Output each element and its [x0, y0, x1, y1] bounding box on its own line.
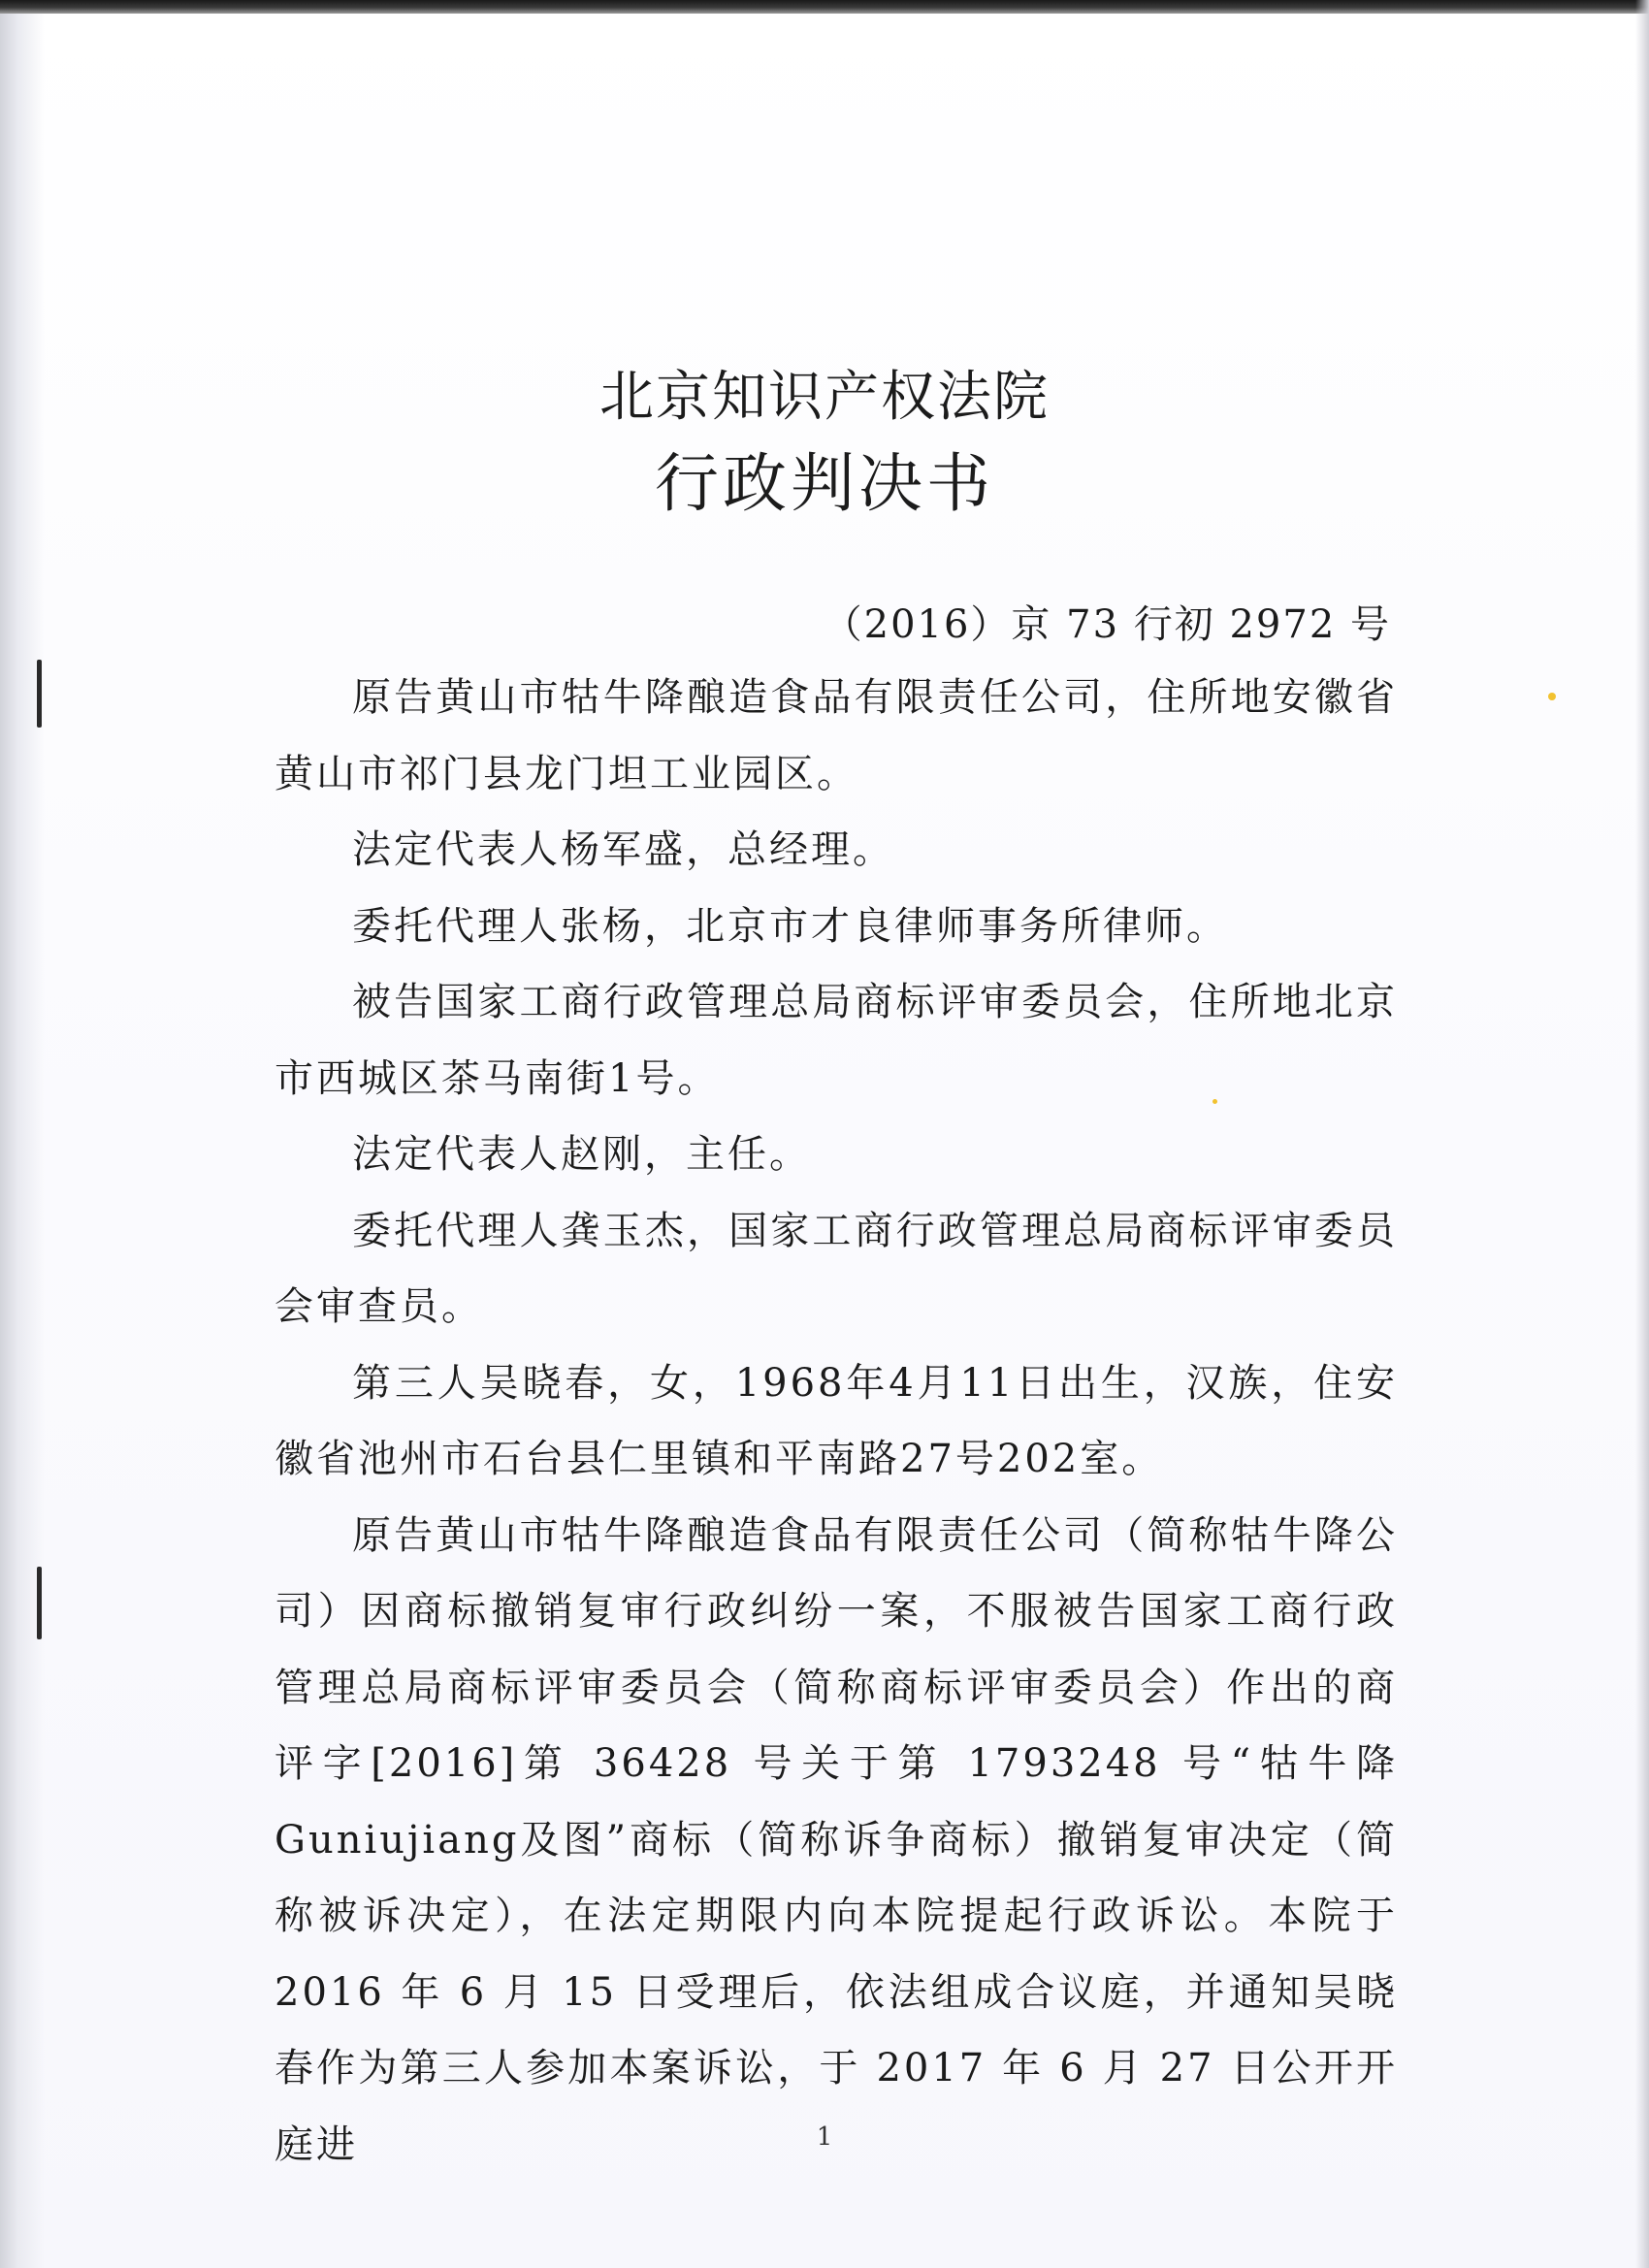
paragraph-plaintiff: 原告黄山市牯牛降酿造食品有限责任公司，住所地安徽省黄山市祁门县龙门坦工业园区。: [275, 675, 1398, 796]
document-body: [275, 660, 1398, 2183]
scan-edge-right: [1635, 0, 1649, 2268]
binding-mark: [37, 1567, 42, 1639]
paragraph-defendant: 被告国家工商行政管理总局商标评审委员会，住所地北京市西城区茶马南街1号。: [275, 980, 1398, 1101]
paragraph-plaintiff-agent: 委托代理人张杨，北京市才良律师事务所律师。: [352, 903, 1228, 949]
paragraph-plaintiff-representative: 法定代表人杨军盛，总经理。: [352, 827, 894, 872]
ink-speck: [1548, 693, 1556, 700]
court-name: 北京知识产权法院: [599, 366, 1050, 429]
scan-edge-left: [0, 14, 45, 2268]
paragraph-defendant-agent: 委托代理人龚玉杰，国家工商行政管理总局商标评审委员会审查员。: [275, 1208, 1398, 1329]
page-number: 1: [816, 2122, 833, 2152]
binding-mark: [37, 660, 42, 728]
paragraph-third-party: 第三人吴晓春，女，1968年4月11日出生，汉族，住安徽省池州市石台县仁里镇和平南路27号202室。: [275, 1360, 1398, 1481]
paragraph-case-summary: 原告黄山市牯牛降酿造食品有限责任公司（简称牯牛降公司）因商标撤销复审行政纠纷一案，不服被告国家工商行政管理总局商标评审委员会（简称商标评审委员会）作出的商评字[2016]第 36428 号关于第 1793248 号“牯牛降Guniujiang及图”商标（简称诉争商标）撤销复审决定（简称被诉决定），在法定期限内向本院提起行政诉讼。本院于2016 年 6 月 15 日受理后，依法组成合议庭，并通知吴晓春作为第三人参加本案诉讼，于 2017 年 6 月 27 日公开开庭进: [275, 1512, 1398, 2167]
scan-edge-top: [0, 0, 1649, 14]
case-number: （2016）京 73 行初 2972 号: [823, 602, 1391, 647]
paragraph-defendant-representative: 法定代表人赵刚，主任。: [352, 1132, 811, 1177]
document-type: 行政判决书: [655, 446, 994, 521]
